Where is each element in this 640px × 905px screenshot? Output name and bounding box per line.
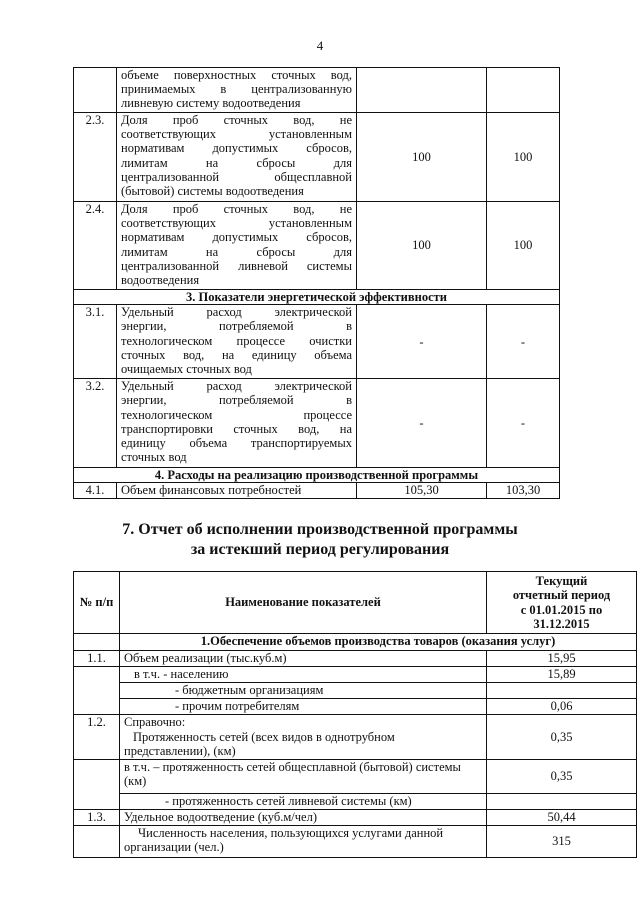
table-row bbox=[74, 809, 637, 825]
page-number: 4 bbox=[316, 38, 324, 53]
indicator-text: - протяженность сетей ливневой системы (км) bbox=[120, 793, 487, 809]
table-row bbox=[74, 793, 637, 809]
row-number: 1.3. bbox=[74, 809, 120, 825]
section-row bbox=[74, 290, 560, 305]
table-row bbox=[74, 113, 560, 202]
table-row bbox=[74, 699, 637, 715]
table-row bbox=[74, 825, 637, 857]
indicator-text: - бюджетным организациям bbox=[120, 683, 487, 699]
indicator-text: Удельное водоотведение (куб.м/чел) bbox=[120, 809, 487, 825]
indicator-text: Объем финансовых потребностей bbox=[117, 483, 357, 498]
table-row bbox=[74, 651, 637, 667]
row-number: 4.1. bbox=[74, 483, 117, 498]
indicator-text: Удельный расход электрической энергии, потребляемой в технологическом процессе транспортировки сточных вод, на единицу объема транспортируемых сточных вод bbox=[117, 379, 357, 468]
indicator-text: объеме поверхностных сточных вод, принимаемых в централизованную ливневую систему водоотведения bbox=[117, 68, 357, 113]
table-row bbox=[74, 68, 560, 113]
table-row bbox=[74, 305, 560, 379]
row-number: 2.4. bbox=[74, 202, 117, 290]
table-row bbox=[74, 667, 637, 683]
row-number: 2.3. bbox=[74, 113, 117, 202]
section-title: 3. Показатели энергетической эффективности bbox=[74, 290, 560, 305]
indicator-text: Численность населения, пользующихся услугами данной организации (чел.) bbox=[120, 825, 487, 857]
indicator-text: Объем реализации (тыс.куб.м) bbox=[120, 651, 487, 667]
section-row bbox=[74, 468, 560, 483]
value-cell: 100 bbox=[487, 202, 560, 290]
value-cell: - bbox=[357, 379, 487, 468]
indicator-text: в т.ч. – протяженность сетей общесплавной (бытовой) системы (км) bbox=[120, 759, 487, 793]
indicator-text: в т.ч. - населению bbox=[120, 667, 487, 683]
value-cell: 0,35 bbox=[487, 759, 637, 793]
section-heading: 7. Отчет об исполнении производственной программы за истекший период регулирования bbox=[122, 521, 518, 558]
value-cell: - bbox=[357, 305, 487, 379]
table-row bbox=[74, 759, 637, 793]
value-cell: 15,95 bbox=[487, 651, 637, 667]
indicator-text: Удельный расход электрической энергии, потребляемой в технологическом процессе очистки сточных вод, на единицу объема очищаемых сточных вод bbox=[117, 305, 357, 379]
header-row bbox=[74, 572, 637, 634]
header-period: Текущий отчетный период с 01.01.2015 по 31.12.2015 bbox=[487, 572, 637, 634]
section-row bbox=[74, 634, 637, 651]
value-cell: - bbox=[487, 305, 560, 379]
value-cell: 15,89 bbox=[487, 667, 637, 683]
header-name: Наименование показателей bbox=[120, 572, 487, 634]
value-cell: - bbox=[487, 379, 560, 468]
value-cell: 0,06 bbox=[487, 699, 637, 715]
value-cell: 100 bbox=[357, 202, 487, 290]
table-row bbox=[74, 202, 560, 290]
report-table bbox=[73, 571, 637, 858]
value-cell: 0,35 bbox=[487, 715, 637, 760]
value-cell: 315 bbox=[487, 825, 637, 857]
value-cell: 100 bbox=[357, 113, 487, 202]
indicator-text: - прочим потребителям bbox=[120, 699, 487, 715]
indicators-table bbox=[73, 67, 560, 499]
row-number: 3.2. bbox=[74, 379, 117, 468]
value-cell: 105,30 bbox=[357, 483, 487, 498]
indicator-text: Доля проб сточных вод, не соответствующих установленным нормативам допустимых сбросов, лимитам на сбросы для централизованной ливневой системы водоотведения bbox=[117, 202, 357, 290]
table-row bbox=[74, 715, 637, 760]
table-row bbox=[74, 683, 637, 699]
indicator-text: Справочно: Протяженность сетей (всех видов в однотрубном представлении), (км) bbox=[120, 715, 487, 760]
value-cell: 50,44 bbox=[487, 809, 637, 825]
value-cell: 103,30 bbox=[487, 483, 560, 498]
header-number: № п/п bbox=[74, 572, 120, 634]
row-number: 3.1. bbox=[74, 305, 117, 379]
section-title: 4. Расходы на реализацию производственной программы bbox=[74, 468, 560, 483]
table-row bbox=[74, 379, 560, 468]
indicator-text: Доля проб сточных вод, не соответствующих установленным нормативам допустимых сбросов, лимитам на сбросы для централизованной общесплавной (бытовой) системы водоотведения bbox=[117, 113, 357, 202]
value-cell: 100 bbox=[487, 113, 560, 202]
value-cell bbox=[487, 683, 637, 699]
row-number: 1.1. bbox=[74, 651, 120, 667]
table-row bbox=[74, 483, 560, 498]
section-title: 1.Обеспечение объемов производства товаров (оказания услуг) bbox=[120, 634, 637, 651]
value-cell bbox=[487, 793, 637, 809]
row-number: 1.2. bbox=[74, 715, 120, 760]
